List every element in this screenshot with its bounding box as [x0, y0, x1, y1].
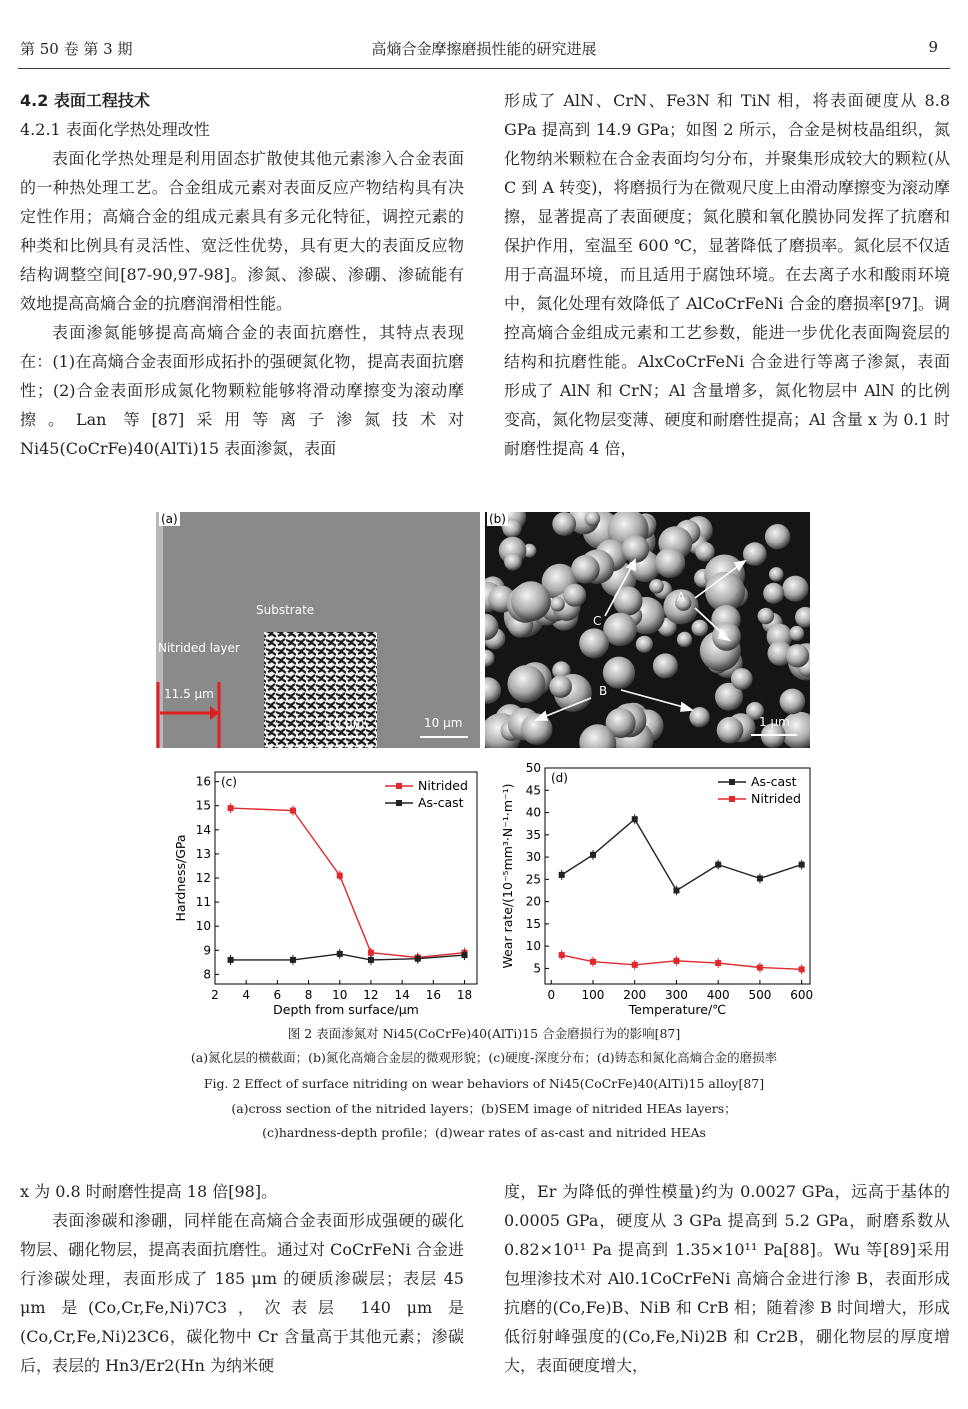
paragraph: 度，Er 为降低的弹性模量)约为 0.0027 GPa，远高于基体的 0.0005 GPa，硬度从 3 GPa 提高到 5.2 GPa，耐磨系数从 0.82×10¹¹ Pa 提高到 1.35×10¹¹ Pa[88]。Wu 等[89]采用包埋渗技术对 Al0.1CoCrFeNi 高熵合金进行渗 B，表面形成抗磨的(Co,Fe)B、NiB 和 CrB 相；随着渗 B 时间增大，形成低衍射峰强度的(Co,Fe,Ni)2B 和 Cr2B，硼化物层的厚度增大，表面硬度增大，	[504, 1182, 950, 1375]
data-point	[799, 862, 805, 868]
paragraph: 表面渗氮能够提高高熵合金的表面抗磨性，其特点表现在：(1)在高熵合金表面形成拓扑的强硬氮化物，提高表面抗磨性；(2)合金表面形成氮化物颗粒能够将滑动摩擦变为滚动摩擦。Lan 等[87]采用等离子渗氮技术对 Ni45(CoCrFe)40(AlTi)15 表面渗氮，表面	[20, 323, 464, 458]
particle	[795, 607, 810, 628]
data-point	[559, 872, 565, 878]
data-point	[559, 952, 565, 958]
particle	[692, 620, 709, 637]
y-axis-label: Wear rate/(10⁻⁵mm³·N⁻¹·m⁻¹)	[500, 783, 515, 969]
data-point	[337, 951, 343, 957]
paragraph: 表面渗碳和渗硼，同样能在高熵合金表面形成强硬的碳化物层、硼化物层，提高表面抗磨性。通过对 CoCrFeNi 合金进行渗碳处理，表面形成了 185 μm 的硬质渗碳层；表层 45 μm 是(Co,Cr,Fe,Ni)7C3，次表层 140 μm 是(Co,Cr,Fe,Ni)23C6，碳化物中 Cr 含量高于其他元素；渗碳后，表层的 Hn3/Er2(Hn 为纳米硬	[20, 1211, 464, 1375]
cross-section-image	[156, 512, 480, 748]
wear-rate-chart	[490, 758, 820, 1020]
x-tick-label: 4	[242, 988, 251, 1002]
particle	[789, 626, 804, 641]
particle	[780, 689, 806, 715]
data-point	[228, 957, 234, 963]
y-tick-label: 30	[525, 850, 541, 865]
y-tick-label: 15	[525, 916, 541, 931]
data-point	[799, 966, 805, 972]
series-line	[231, 808, 465, 957]
particle	[769, 567, 784, 582]
hardness-depth-chart	[155, 758, 485, 1020]
panel-tag: (b)	[489, 512, 506, 526]
data-point	[368, 950, 374, 956]
series-line	[562, 955, 802, 969]
label-nitrided-layer: Nitrided layer	[158, 641, 240, 655]
data-point	[632, 962, 638, 968]
panel-tag: (a)	[161, 512, 178, 526]
legend-label: As-cast	[751, 774, 797, 789]
panel-tag: (d)	[551, 771, 568, 785]
x-tick-label: 2	[211, 988, 219, 1002]
particle	[485, 650, 495, 667]
particle	[550, 597, 565, 612]
x-tick-label: 500	[748, 988, 772, 1002]
label-substrate: Substrate	[256, 603, 315, 617]
data-point	[715, 960, 721, 966]
particle	[508, 665, 546, 703]
legend-marker	[729, 779, 735, 785]
bottom-left-column	[20, 1177, 464, 1380]
x-tick-label: 14	[394, 988, 410, 1002]
panel-tag: (c)	[221, 775, 237, 789]
particle	[717, 717, 744, 744]
subsection-heading: 4.2.1 表面化学热处理改性	[20, 120, 210, 139]
legend-marker	[396, 783, 402, 789]
y-tick-label: 10	[195, 919, 211, 934]
particle	[485, 677, 501, 704]
left-column	[20, 86, 464, 463]
x-tick-label: 8	[304, 988, 313, 1002]
legend-marker	[729, 796, 735, 802]
paragraph: 形成了 AlN、CrN、Fe3N 和 TiN 相，将表面硬度从 8.8 GPa 提高到 14.9 GPa；如图 2 所示，合金是树枝晶组织，氮化物纳米颗粒在合金表面均匀分布，并聚集形成较大的颗粒(从 C 到 A 转变)，将磨损行为在微观尺度上由滑动摩擦变为滚动摩擦，显著提高了表面硬度；氮化膜和氧化膜协同发挥了抗磨和保护作用，室温至 600 ℃，显著降低了磨损率。氮化层不仅适用于高温环境，而且适用于腐蚀环境。在去离子水和酸雨环境中，氮化处理有效降低了 AlCoCrFeNi 合金的磨损率[97]。调控高熵合金组成元素和工艺参数，能进一步优化表面陶瓷层的结构和抗磨性能。AlxCoCrFeNi 合金进行等离子渗氮，表面形成了 AlN 和 CrN；Al 含量增多，氮化物层中 AlN 的比例变高，氮化物层变薄、硬度和耐磨性提高；Al 含量 x 为 0.1 时耐磨性提高 4 倍，	[504, 91, 950, 458]
data-point	[337, 873, 343, 879]
particle	[549, 675, 572, 698]
y-tick-label: 35	[525, 827, 541, 842]
figure-caption-cn: 图 2 表面渗氮对 Ni45(CoCrFe)40(AlTi)15 合金磨损行为的影响[87]	[287, 1026, 681, 1041]
figure-subcaption-cn: (a)氮化层的横截面；(b)氮化高熵合金层的微观形貌；(c)硬度-深度分布；(d)铸态和氮化高熵合金的磨损率	[190, 1050, 778, 1065]
particle	[763, 583, 784, 604]
figure-subcaption-en: (a)cross section of the nitrided layers；(b)SEM image of nitrided HEAs layers；	[231, 1101, 737, 1116]
nitrided-surface-image	[485, 512, 810, 748]
x-tick-label: 100	[581, 988, 605, 1002]
x-tick-label: 200	[623, 988, 647, 1002]
particle	[552, 512, 576, 536]
scale-bar: 1 μm	[759, 715, 790, 729]
label-B: B	[599, 684, 608, 698]
journal-volume: 第 50 卷 第 3 期	[20, 40, 133, 58]
data-point	[415, 956, 421, 962]
y-tick-label: 12	[195, 871, 211, 885]
particle	[655, 548, 685, 578]
particle	[636, 636, 653, 653]
x-tick-label: 0	[547, 988, 556, 1002]
y-tick-label: 50	[525, 761, 541, 775]
y-tick-label: 25	[525, 872, 541, 887]
data-point	[673, 887, 679, 893]
series-line	[562, 819, 802, 890]
legend-label: Nitrided	[418, 778, 468, 793]
y-tick-label: 14	[195, 822, 211, 837]
particle	[786, 644, 809, 667]
x-tick-label: 16	[425, 988, 441, 1002]
x-tick-label: 12	[363, 988, 379, 1002]
label-A: A	[677, 590, 686, 604]
data-point	[368, 957, 374, 963]
y-tick-label: 40	[525, 805, 541, 820]
scale-bar: 10 μm	[424, 716, 463, 730]
y-tick-label: 5	[533, 961, 541, 976]
bottom-right-column	[504, 1177, 950, 1380]
particle	[758, 608, 774, 624]
particle	[504, 553, 522, 571]
y-tick-label: 9	[203, 943, 211, 958]
x-tick-label: 400	[706, 988, 730, 1002]
page-number: 9	[928, 38, 938, 56]
y-tick-label: 16	[195, 774, 211, 789]
y-tick-label: 15	[195, 798, 211, 813]
data-point	[632, 816, 638, 822]
particle	[603, 657, 635, 689]
y-tick-label: 45	[525, 783, 541, 798]
particle	[563, 584, 586, 607]
data-point	[757, 965, 763, 971]
header-rule	[18, 68, 950, 69]
sem-panel-b	[485, 512, 810, 748]
x-axis-label: Temperature/℃	[628, 1002, 727, 1017]
x-axis-label: Depth from surface/μm	[273, 1002, 419, 1017]
data-point	[715, 862, 721, 868]
data-point	[462, 952, 468, 958]
running-title: 高熵合金摩擦磨损性能的研究进展	[371, 40, 597, 58]
particle	[731, 668, 753, 690]
label-C: C	[593, 614, 602, 628]
particle	[695, 542, 715, 562]
data-point	[290, 808, 296, 814]
x-tick-label: 300	[665, 988, 688, 1002]
data-point	[228, 805, 234, 811]
layer-thickness: 11.5 μm	[164, 687, 214, 701]
legend-label: As-cast	[418, 795, 464, 810]
section-heading: 4.2 表面工程技术	[20, 91, 150, 110]
x-tick-label: 600	[790, 988, 814, 1002]
data-point	[590, 959, 596, 965]
y-tick-label: 11	[195, 895, 211, 910]
y-tick-label: 13	[195, 846, 211, 861]
y-tick-label: 20	[525, 894, 541, 909]
figure-subcaption-en: (c)hardness-depth profile；(d)wear rates of as-cast and nitrided HEAs	[262, 1125, 706, 1140]
particle	[571, 555, 600, 584]
particle	[743, 542, 767, 566]
paragraph: 表面化学热处理是利用固态扩散使其他元素渗入合金表面的一种热处理工艺。合金组成元素对表面反应产物结构具有决定性作用；高熵合金的组成元素具有多元化特征，调控元素的种类和比例具有灵活性、宽泛性优势，具有更大的表面反应物结构调整空间[87-90,97-98]。渗氮、渗碳、渗硼、渗硫能有效地提高高熵合金的抗磨润滑相性能。	[20, 149, 464, 313]
data-point	[290, 957, 296, 963]
x-tick-label: 18	[456, 988, 473, 1002]
figure-caption-en: Fig. 2 Effect of surface nitriding on wear behaviors of Ni45(CoCrFe)40(AlTi)15 alloy[87]	[203, 1076, 765, 1091]
data-point	[757, 875, 763, 881]
inset-scale-bar: 10 μm	[326, 716, 365, 730]
sem-panel-a	[156, 512, 480, 748]
particle	[579, 628, 609, 658]
particle	[782, 576, 808, 602]
legend-label: Nitrided	[751, 791, 801, 806]
particle	[765, 524, 790, 549]
right-column	[504, 86, 950, 463]
particle	[521, 714, 552, 745]
x-tick-label: 10	[332, 988, 348, 1002]
y-tick-label: 10	[525, 939, 541, 954]
paragraph: x 为 0.8 时耐磨性提高 18 倍[98]。	[20, 1182, 278, 1201]
particle	[511, 581, 551, 621]
x-tick-label: 6	[273, 988, 282, 1002]
legend-marker	[396, 800, 402, 806]
y-tick-label: 8	[203, 967, 211, 982]
data-point	[673, 958, 679, 964]
data-point	[590, 852, 596, 858]
particle	[653, 653, 678, 678]
y-axis-label: Hardness/GPa	[173, 834, 188, 922]
particle	[649, 579, 664, 594]
particle	[677, 632, 692, 647]
